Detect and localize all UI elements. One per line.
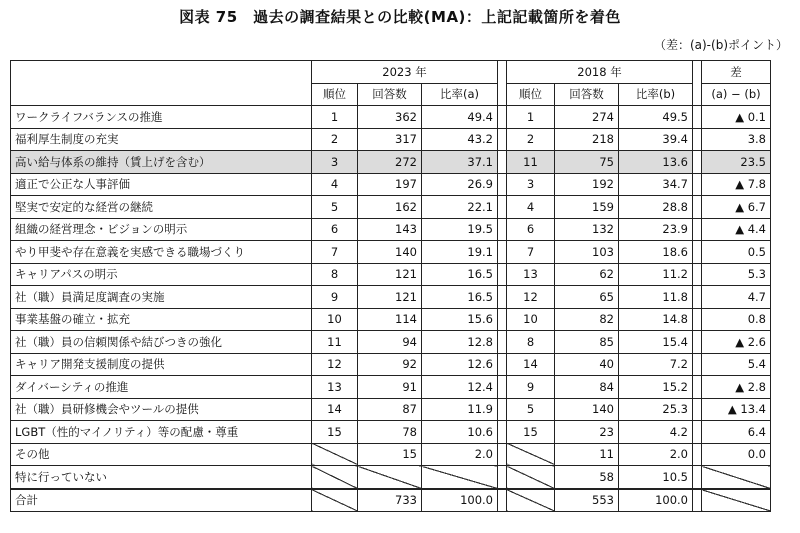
count-2018: 218 <box>555 128 619 151</box>
row-label: LGBT（性的マイノリティ）等の配慮・尊重 <box>11 421 312 444</box>
diff-value: 0.5 <box>702 241 771 264</box>
rank-2023: 6 <box>312 218 358 241</box>
rank-2018: 2 <box>507 128 555 151</box>
count-2023: 78 <box>358 421 422 444</box>
slashed-cell <box>507 443 555 466</box>
slashed-cell <box>312 466 358 489</box>
slashed-cell <box>702 466 771 489</box>
rate-a: 22.1 <box>422 196 498 219</box>
header-diff-sub: (a) − (b) <box>702 83 771 106</box>
diff-value: 5.3 <box>702 263 771 286</box>
rate-b: 13.6 <box>619 151 693 174</box>
count-2018: 62 <box>555 263 619 286</box>
total-count-2018: 553 <box>555 489 619 512</box>
table-row <box>11 353 771 376</box>
count-2023: 317 <box>358 128 422 151</box>
rate-b: 11.2 <box>619 263 693 286</box>
rank-2018: 12 <box>507 286 555 309</box>
rank-2023: 11 <box>312 331 358 354</box>
rate-a: 49.4 <box>422 106 498 129</box>
count-2023: 121 <box>358 263 422 286</box>
comparison-table <box>10 60 771 512</box>
rate-b: 23.9 <box>619 218 693 241</box>
rank-2018: 3 <box>507 173 555 196</box>
row-label: キャリア開発支援制度の提供 <box>11 353 312 376</box>
count-2018: 23 <box>555 421 619 444</box>
row-label: 社（職）員満足度調査の実施 <box>11 286 312 309</box>
rate-b: 15.2 <box>619 376 693 399</box>
rank-2023: 13 <box>312 376 358 399</box>
count-2023: 94 <box>358 331 422 354</box>
rank-2023: 9 <box>312 286 358 309</box>
rank-2023: 5 <box>312 196 358 219</box>
header-rank-2018: 順位 <box>507 83 555 106</box>
rank-2023: 2 <box>312 128 358 151</box>
slashed-cell <box>507 466 555 489</box>
count-2018: 75 <box>555 151 619 174</box>
header-2018: 2018 年 <box>507 61 693 84</box>
diff-value: 0.0 <box>702 443 771 466</box>
rate-b: 4.2 <box>619 421 693 444</box>
table-row <box>11 331 771 354</box>
slashed-cell <box>312 489 358 512</box>
table-row <box>11 308 771 331</box>
count-2023: 91 <box>358 376 422 399</box>
rate-b: 49.5 <box>619 106 693 129</box>
count-2023: 162 <box>358 196 422 219</box>
header-rate-b: 比率(b) <box>619 83 693 106</box>
diff-value: ▲ 4.4 <box>702 218 771 241</box>
diff-value: 5.4 <box>702 353 771 376</box>
rate-b: 18.6 <box>619 241 693 264</box>
row-label: 適正で公正な人事評価 <box>11 173 312 196</box>
slashed-cell <box>358 466 422 489</box>
header-2023: 2023 年 <box>312 61 498 84</box>
count-2018: 132 <box>555 218 619 241</box>
rate-a: 26.9 <box>422 173 498 196</box>
rate-b: 34.7 <box>619 173 693 196</box>
diff-value: ▲ 13.4 <box>702 398 771 421</box>
rate-a: 12.6 <box>422 353 498 376</box>
rank-2018: 11 <box>507 151 555 174</box>
diff-value: ▲ 2.6 <box>702 331 771 354</box>
count-2018: 65 <box>555 286 619 309</box>
rank-2018: 15 <box>507 421 555 444</box>
row-label: 特に行っていない <box>11 466 312 489</box>
table-title: 図表 75 過去の調査結果との比較(MA)：上記記載箇所を着色 <box>179 8 621 26</box>
total-rate-a: 100.0 <box>422 489 498 512</box>
diff-value: 23.5 <box>702 151 771 174</box>
rank-2018: 7 <box>507 241 555 264</box>
header-rank-2023: 順位 <box>312 83 358 106</box>
table-row <box>11 196 771 219</box>
total-row <box>11 489 771 512</box>
diff-value: ▲ 6.7 <box>702 196 771 219</box>
rank-2023: 7 <box>312 241 358 264</box>
count-2023: 272 <box>358 151 422 174</box>
row-label: 事業基盤の確立・拡充 <box>11 308 312 331</box>
table-row <box>11 218 771 241</box>
rate-b: 25.3 <box>619 398 693 421</box>
header-rate-a: 比率(a) <box>422 83 498 106</box>
rate-a: 19.1 <box>422 241 498 264</box>
rank-2023: 12 <box>312 353 358 376</box>
rank-2023: 14 <box>312 398 358 421</box>
diff-value: ▲ 0.1 <box>702 106 771 129</box>
diff-value: ▲ 7.8 <box>702 173 771 196</box>
rate-a: 12.4 <box>422 376 498 399</box>
rate-b: 7.2 <box>619 353 693 376</box>
table-row <box>11 398 771 421</box>
table-row <box>11 466 771 489</box>
count-2018: 84 <box>555 376 619 399</box>
rank-2018: 4 <box>507 196 555 219</box>
rank-2018: 14 <box>507 353 555 376</box>
count-2023: 121 <box>358 286 422 309</box>
row-label: ダイバーシティの推進 <box>11 376 312 399</box>
rank-2023: 3 <box>312 151 358 174</box>
rank-2023: 15 <box>312 421 358 444</box>
rate-a: 43.2 <box>422 128 498 151</box>
header-count-2018: 回答数 <box>555 83 619 106</box>
count-2023: 87 <box>358 398 422 421</box>
table-row <box>11 286 771 309</box>
rate-b: 11.8 <box>619 286 693 309</box>
rate-a: 19.5 <box>422 218 498 241</box>
table-row <box>11 263 771 286</box>
rank-2018: 8 <box>507 331 555 354</box>
count-2018: 192 <box>555 173 619 196</box>
table-row <box>11 151 771 174</box>
count-2018: 140 <box>555 398 619 421</box>
header-blank <box>11 61 312 106</box>
row-label: 社（職）員の信頼関係や結びつきの強化 <box>11 331 312 354</box>
rank-2018: 10 <box>507 308 555 331</box>
diff-value: ▲ 2.8 <box>702 376 771 399</box>
slashed-cell <box>312 443 358 466</box>
count-2018: 85 <box>555 331 619 354</box>
row-label: 堅実で安定的な経営の継続 <box>11 196 312 219</box>
count-2023: 15 <box>358 443 422 466</box>
diff-value: 3.8 <box>702 128 771 151</box>
rate-a: 15.6 <box>422 308 498 331</box>
count-2023: 140 <box>358 241 422 264</box>
table-row <box>11 128 771 151</box>
total-label: 合計 <box>11 489 312 512</box>
count-2023: 197 <box>358 173 422 196</box>
rank-2023: 8 <box>312 263 358 286</box>
row-label: やり甲斐や存在意義を実感できる職場づくり <box>11 241 312 264</box>
diff-value: 6.4 <box>702 421 771 444</box>
rank-2018: 1 <box>507 106 555 129</box>
count-2018: 103 <box>555 241 619 264</box>
total-rate-b: 100.0 <box>619 489 693 512</box>
count-2023: 92 <box>358 353 422 376</box>
row-label: 組織の経営理念・ビジョンの明示 <box>11 218 312 241</box>
rate-a: 37.1 <box>422 151 498 174</box>
table-row <box>11 106 771 129</box>
rank-2023: 4 <box>312 173 358 196</box>
rate-a: 12.8 <box>422 331 498 354</box>
count-2023: 143 <box>358 218 422 241</box>
total-count-2023: 733 <box>358 489 422 512</box>
rate-a: 16.5 <box>422 263 498 286</box>
count-2018: 11 <box>555 443 619 466</box>
rank-2018: 13 <box>507 263 555 286</box>
table-row <box>11 376 771 399</box>
slashed-cell <box>422 466 498 489</box>
table-row <box>11 443 771 466</box>
header-diff: 差 <box>702 61 771 84</box>
count-2023: 362 <box>358 106 422 129</box>
row-label: 高い給与体系の維持（賃上げを含む） <box>11 151 312 174</box>
diff-value: 0.8 <box>702 308 771 331</box>
rate-a: 2.0 <box>422 443 498 466</box>
row-label: 福利厚生制度の充実 <box>11 128 312 151</box>
rate-a: 16.5 <box>422 286 498 309</box>
count-2018: 40 <box>555 353 619 376</box>
row-label: 社（職）員研修機会やツールの提供 <box>11 398 312 421</box>
rate-b: 39.4 <box>619 128 693 151</box>
rate-a: 10.6 <box>422 421 498 444</box>
table-row <box>11 241 771 264</box>
count-2018: 58 <box>555 466 619 489</box>
rate-b: 15.4 <box>619 331 693 354</box>
row-label: キャリアパスの明示 <box>11 263 312 286</box>
rank-2023: 1 <box>312 106 358 129</box>
rate-b: 14.8 <box>619 308 693 331</box>
slashed-cell <box>507 489 555 512</box>
count-2018: 274 <box>555 106 619 129</box>
row-label: ワークライフバランスの推進 <box>11 106 312 129</box>
slashed-cell <box>702 489 771 512</box>
rank-2023: 10 <box>312 308 358 331</box>
diff-value: 4.7 <box>702 286 771 309</box>
difference-note: （差：(a)-(b)ポイント） <box>653 38 788 52</box>
rank-2018: 9 <box>507 376 555 399</box>
table-row <box>11 173 771 196</box>
rate-b: 28.8 <box>619 196 693 219</box>
rank-2018: 6 <box>507 218 555 241</box>
rate-b: 10.5 <box>619 466 693 489</box>
rate-a: 11.9 <box>422 398 498 421</box>
table-row <box>11 421 771 444</box>
header-count-2023: 回答数 <box>358 83 422 106</box>
count-2023: 114 <box>358 308 422 331</box>
count-2018: 159 <box>555 196 619 219</box>
row-label: その他 <box>11 443 312 466</box>
rank-2018: 5 <box>507 398 555 421</box>
rate-b: 2.0 <box>619 443 693 466</box>
count-2018: 82 <box>555 308 619 331</box>
